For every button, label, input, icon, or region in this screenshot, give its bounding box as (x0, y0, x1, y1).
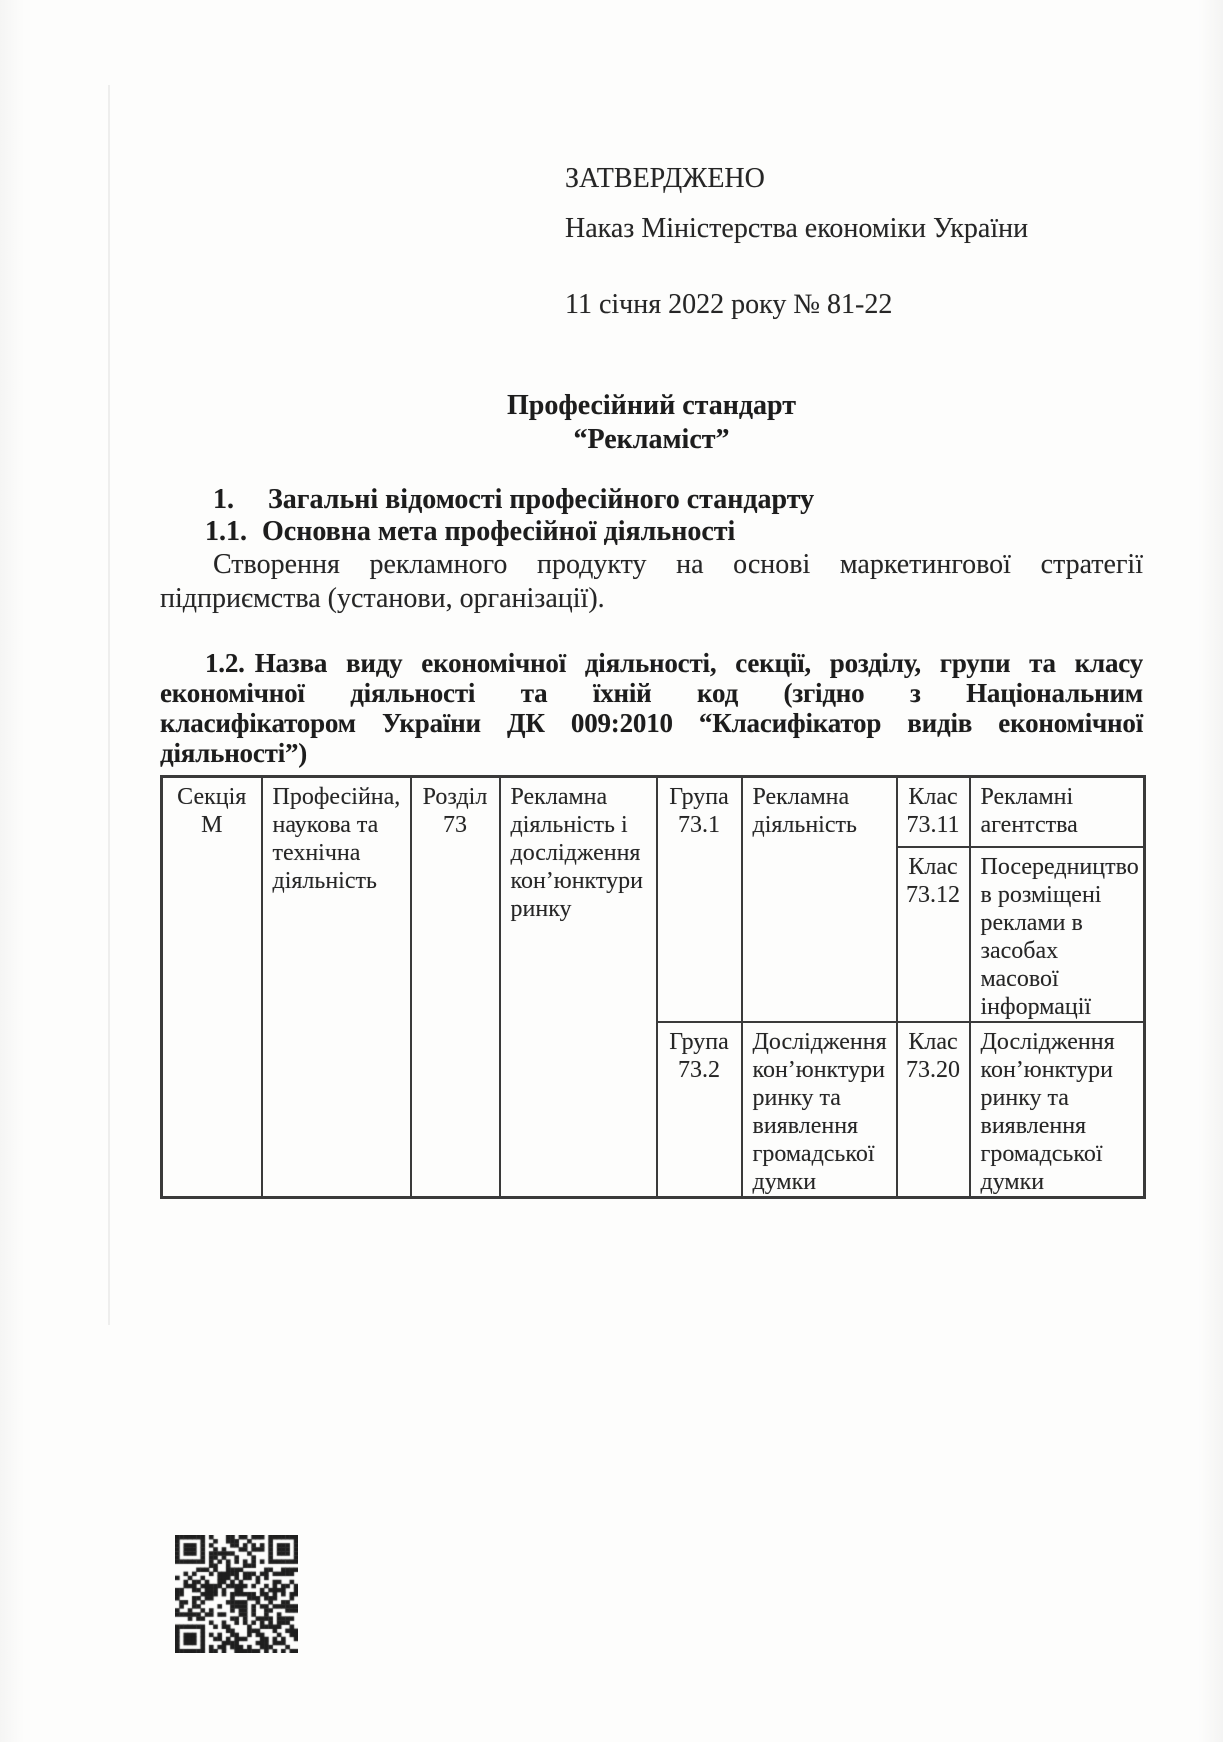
document-title-line2: “Рекламіст” (573, 424, 730, 455)
cell-class-73-11-name: Рекламні агентства (970, 777, 1145, 847)
scan-edge-artifact (108, 85, 110, 1325)
cell-class-73-12-name: Посередництво в розміщені реклами в засобах масової інформації (970, 847, 1145, 1022)
class-code: 73.20 (906, 1056, 960, 1083)
document-title (160, 389, 1143, 457)
cell-group-73-1 (657, 777, 742, 1022)
qr-code (175, 1535, 298, 1653)
approval-stamp: ЗАТВЕРДЖЕНО (565, 163, 765, 194)
class-label: Клас (908, 853, 958, 880)
cell-class-73-20 (897, 1022, 970, 1198)
section-1-2-heading-line: економічної діяльності та їхній код (згідно з Національним (160, 678, 1143, 708)
cell-group-73-2 (657, 1022, 742, 1198)
cell-division-name: Рекламна діяльність і дослідження кон’юнктури ринку (500, 777, 657, 1198)
class-label: Клас (908, 1028, 958, 1055)
approval-order: Наказ Міністерства економіки України (565, 213, 1029, 244)
section-1-2-heading (160, 648, 1143, 768)
cell-class-73-12 (897, 847, 970, 1022)
cell-section (162, 777, 262, 1198)
group-code: 73.2 (678, 1056, 720, 1083)
cell-group-73-2-name: Дослідження кон’юнктури ринку та виявлення громадської думки (742, 1022, 897, 1198)
class-code: 73.12 (906, 881, 960, 908)
section-1-2-heading-line: класифікатором України ДК 009:2010 “Класифікатор видів економічної (160, 708, 1143, 738)
class-label: Клас (908, 784, 958, 810)
section-1-heading (160, 484, 1196, 516)
section-code: М (201, 812, 223, 838)
cell-group-73-1-name: Рекламна діяльність (742, 777, 897, 1022)
section-1-1-body (160, 548, 1143, 616)
group-code: 73.1 (678, 812, 720, 838)
section-1-1-heading-text: Основна мета професійної діяльності (262, 516, 736, 547)
approval-date-number: 11 січня 2022 року № 81-22 (565, 289, 893, 320)
cell-division (411, 777, 500, 1198)
class-code: 73.11 (906, 812, 960, 838)
section-1-2-heading-line (160, 648, 1143, 678)
section-1-2-heading-text: Назва виду економічної діяльності, секції, розділу, групи та класу (254, 648, 1143, 678)
document-title-line1: Професійний стандарт (506, 390, 796, 421)
group-label: Група (669, 784, 729, 810)
division-label: Розділ (422, 784, 488, 810)
section-1-number: 1. (213, 484, 234, 515)
section-1-1-heading (160, 516, 1188, 548)
cell-section-name: Професійна, наукова та технічна діяльність (262, 777, 411, 1198)
section-1-2-number: 1.2. (205, 648, 245, 678)
cell-class-73-20-name: Дослідження кон’юнктури ринку та виявлення громадської думки (970, 1022, 1145, 1198)
division-code: 73 (443, 812, 467, 838)
group-label: Група (669, 1028, 729, 1055)
table-row (162, 777, 1145, 847)
section-1-2-heading-line: діяльності”) (160, 738, 308, 768)
classification-table (160, 775, 1146, 1199)
body-text-line: Створення рекламного продукту на основі маркетингової стратегії (213, 549, 1143, 580)
section-label: Секція (177, 784, 247, 810)
body-text-line: підприємства (установи, організації). (160, 583, 605, 614)
cell-class-73-11 (897, 777, 970, 847)
section-1-1-number: 1.1. (205, 516, 247, 547)
section-1-heading-text: Загальні відомості професійного стандарту (268, 484, 815, 515)
